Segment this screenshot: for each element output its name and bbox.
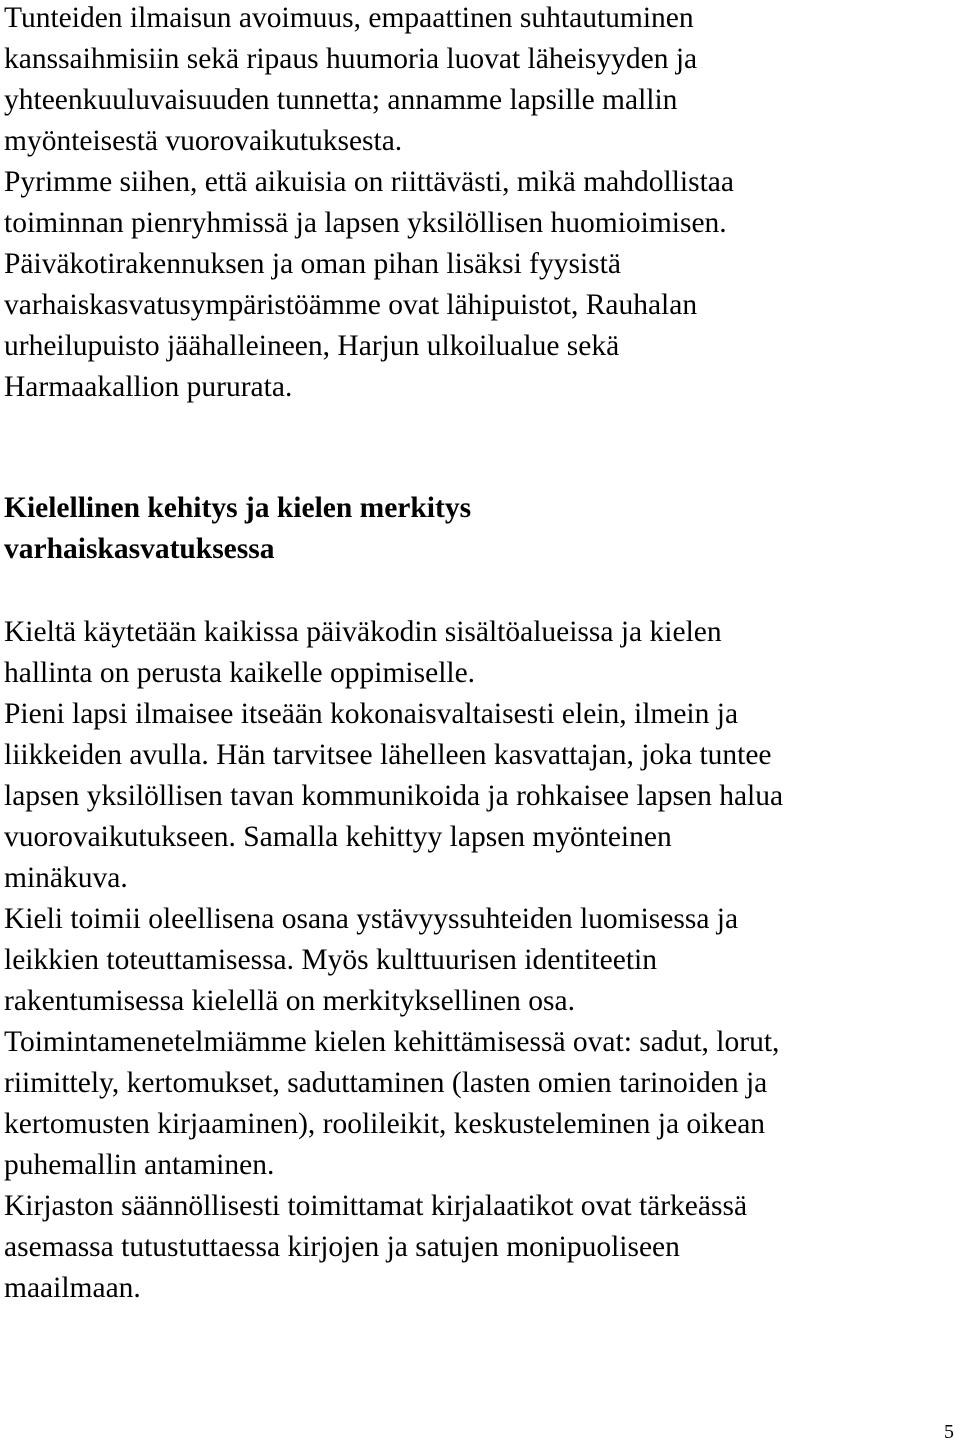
text-line: myönteisestä vuorovaikutuksesta.	[4, 125, 403, 157]
text-line: urheilupuisto jäähalleineen, Harjun ulkoilualue sekä	[4, 330, 620, 362]
text-line: Pyrimme siihen, että aikuisia on riittävästi, mikä mahdollistaa	[4, 166, 734, 198]
text-line: toiminnan pienryhmissä ja lapsen yksilöllisen huomioimisen.	[4, 207, 727, 239]
text-line: liikkeiden avulla. Hän tarvitsee lähelleen kasvattajan, joka tuntee	[4, 739, 772, 771]
text-line: lapsen yksilöllisen tavan kommunikoida ja rohkaisee lapsen halua	[4, 780, 784, 812]
section-body	[4, 612, 783, 1309]
text-line: Toimintamenetelmiämme kielen kehittämisessä ovat: sadut, lorut,	[4, 1026, 780, 1058]
text-line: Kirjaston säännöllisesti toimittamat kirjalaatikot ovat tärkeässä	[4, 1190, 748, 1222]
text-line: varhaiskasvatusympäristöämme ovat lähipuistot, Rauhalan	[4, 289, 698, 321]
text-line: vuorovaikutukseen. Samalla kehittyy lapsen myönteinen	[4, 821, 672, 853]
text-line: Tunteiden ilmaisun avoimuus, empaattinen suhtautuminen	[4, 2, 694, 34]
text-line: Harmaakallion pururata.	[4, 371, 293, 403]
page-number: 5	[944, 1421, 954, 1443]
text-line: kanssaihmisiin sekä ripaus huumoria luovat läheisyyden ja	[4, 43, 698, 75]
text-line: Kieli toimii oleellisena osana ystävyyssuhteiden luomisessa ja	[4, 903, 739, 935]
text-line: maailmaan.	[4, 1272, 141, 1304]
text-line: Päiväkotirakennuksen ja oman pihan lisäksi fyysistä	[4, 248, 621, 280]
text-line: yhteenkuuluvaisuuden tunnetta; annamme lapsille mallin	[4, 84, 678, 116]
text-line: asemassa tutustuttaessa kirjojen ja satujen monipuoliseen	[4, 1231, 680, 1263]
section-heading	[4, 488, 471, 570]
text-line: kertomusten kirjaaminen), roolileikit, keskusteleminen ja oikean	[4, 1108, 766, 1140]
heading-line: Kielellinen kehitys ja kielen merkitys	[4, 492, 472, 524]
heading-line: varhaiskasvatuksessa	[4, 533, 275, 565]
text-line: hallinta on perusta kaikelle oppimiselle.	[4, 657, 476, 689]
text-line: leikkien toteuttamisessa. Myös kulttuurisen identiteetin	[4, 944, 657, 976]
text-line: Kieltä käytetään kaikissa päiväkodin sisältöalueissa ja kielen	[4, 616, 722, 648]
text-line: minäkuva.	[4, 862, 128, 894]
text-line: Pieni lapsi ilmaisee itseään kokonaisvaltaisesti elein, ilmein ja	[4, 698, 739, 730]
text-line: puhemallin antaminen.	[4, 1149, 275, 1181]
text-line: riimittely, kertomukset, saduttaminen (lasten omien tarinoiden ja	[4, 1067, 768, 1099]
text-line: rakentumisessa kielellä on merkityksellinen osa.	[4, 985, 576, 1017]
intro-paragraph	[4, 0, 734, 408]
